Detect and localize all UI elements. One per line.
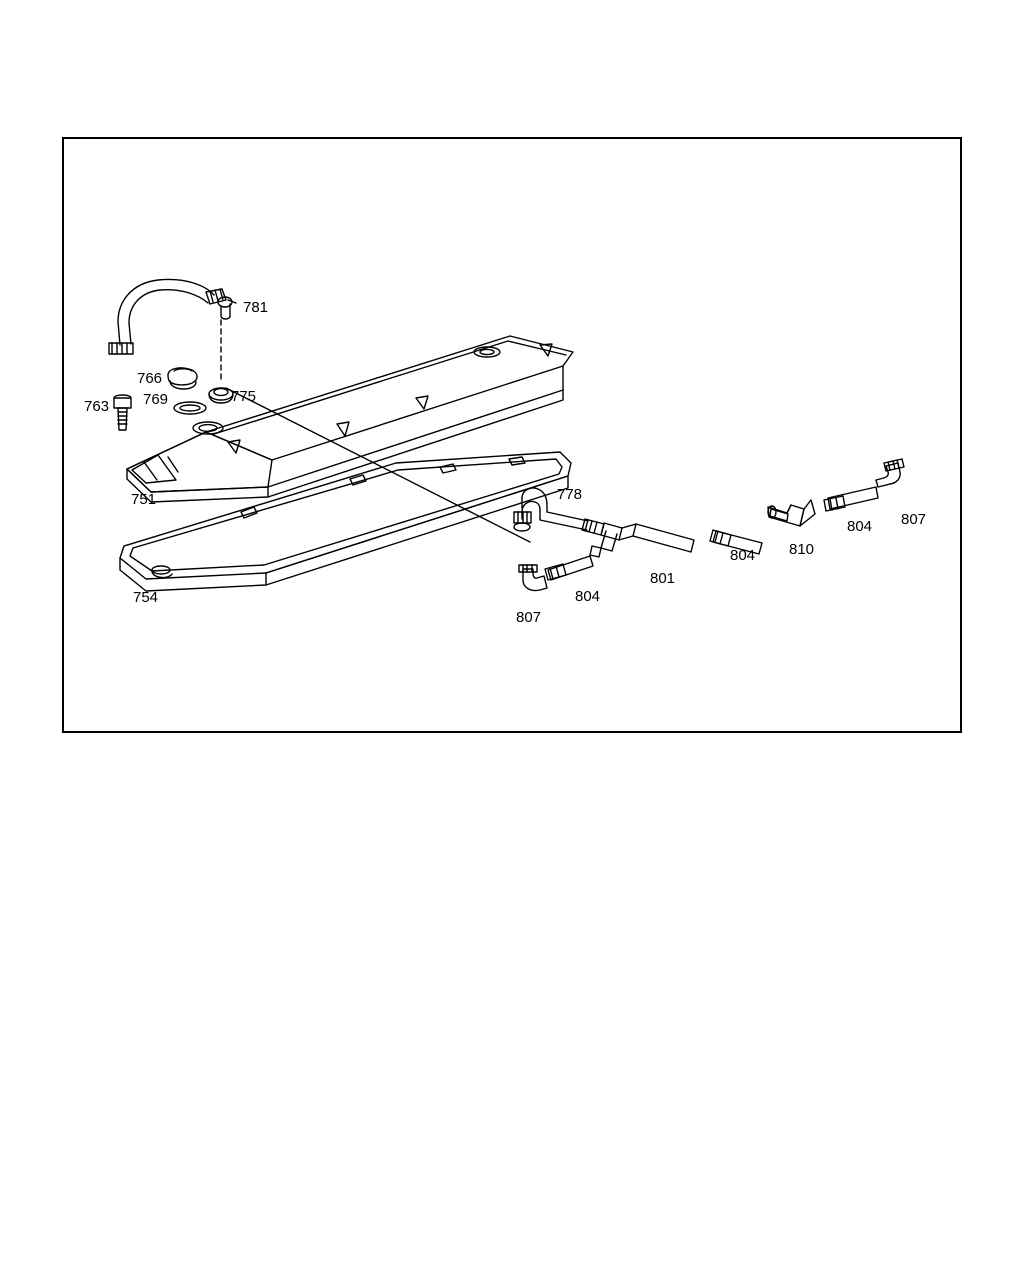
callout-751: 751 — [131, 491, 157, 508]
callout-810: 810 — [789, 541, 815, 558]
callout-807-left: 807 — [516, 609, 542, 626]
callout-804-middle: 804 — [730, 547, 756, 564]
callout-769: 769 — [143, 391, 169, 408]
callout-804-left: 804 — [575, 588, 601, 605]
callout-801: 801 — [650, 570, 676, 587]
callout-775: 775 — [231, 388, 257, 405]
callout-804-right: 804 — [847, 518, 873, 535]
diagram-frame — [62, 137, 962, 733]
callout-766: 766 — [137, 370, 163, 387]
callout-781: 781 — [243, 299, 269, 316]
callout-754: 754 — [133, 589, 159, 606]
callout-763: 763 — [84, 398, 110, 415]
callout-807-right: 807 — [901, 511, 927, 528]
callout-778: 778 — [557, 486, 583, 503]
